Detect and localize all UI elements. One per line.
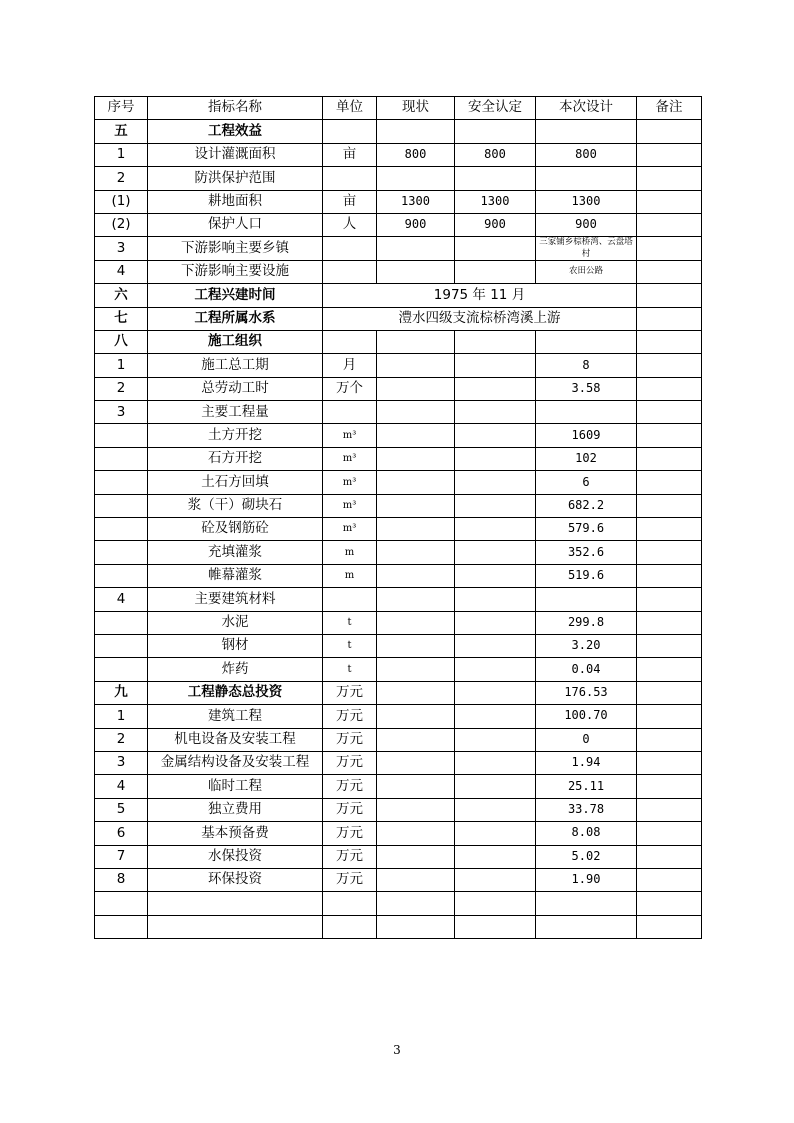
cell-current (377, 260, 455, 283)
cell-note (637, 143, 702, 166)
cell-safety (455, 798, 536, 821)
cell-design: 1.94 (536, 751, 637, 774)
cell-design: 8 (536, 354, 637, 377)
cell-unit: 万元 (323, 681, 377, 704)
cell-design: 1.90 (536, 868, 637, 891)
cell-safety (455, 868, 536, 891)
cell-span: 澧水四级支流棕桥湾溪上游 (323, 307, 637, 330)
cell-current: 1300 (377, 190, 455, 213)
cell-seq (95, 892, 148, 915)
cell-name: 石方开挖 (148, 447, 323, 470)
cell-design (536, 915, 637, 938)
cell-seq (95, 611, 148, 634)
cell-name: 工程所属水系 (148, 307, 323, 330)
cell-safety: 1300 (455, 190, 536, 213)
cell-note (637, 541, 702, 564)
cell-unit: t (323, 634, 377, 657)
cell-unit (323, 892, 377, 915)
cell-name: 临时工程 (148, 775, 323, 798)
cell-current (377, 120, 455, 143)
cell-name: 施工总工期 (148, 354, 323, 377)
cell-seq: 6 (95, 822, 148, 845)
cell-safety (455, 611, 536, 634)
cell-design: 519.6 (536, 564, 637, 587)
cell-unit: 万元 (323, 751, 377, 774)
cell-safety (455, 260, 536, 283)
cell-design: 352.6 (536, 541, 637, 564)
header-seq: 序号 (95, 97, 148, 120)
cell-note (637, 681, 702, 704)
cell-current (377, 588, 455, 611)
cell-seq (95, 541, 148, 564)
cell-unit (323, 401, 377, 424)
cell-design: 299.8 (536, 611, 637, 634)
cell-safety (455, 354, 536, 377)
cell-note (637, 822, 702, 845)
cell-note (637, 915, 702, 938)
cell-seq (95, 915, 148, 938)
cell-unit: 万元 (323, 728, 377, 751)
table-row (95, 143, 702, 166)
cell-note (637, 775, 702, 798)
cell-seq: 3 (95, 751, 148, 774)
cell-unit (323, 915, 377, 938)
cell-seq (95, 494, 148, 517)
cell-safety (455, 751, 536, 774)
header-name: 指标名称 (148, 97, 323, 120)
header-design: 本次设计 (536, 97, 637, 120)
cell-note (637, 564, 702, 587)
cell-current (377, 494, 455, 517)
cell-name: 土方开挖 (148, 424, 323, 447)
cell-seq: 2 (95, 377, 148, 400)
cell-seq: 六 (95, 284, 148, 307)
cell-unit: t (323, 658, 377, 681)
cell-design: 176.53 (536, 681, 637, 704)
cell-name: 水泥 (148, 611, 323, 634)
cell-seq: 7 (95, 845, 148, 868)
cell-current (377, 401, 455, 424)
cell-unit: 万元 (323, 822, 377, 845)
cell-seq: 8 (95, 868, 148, 891)
table-row (95, 237, 702, 260)
cell-design: 25.11 (536, 775, 637, 798)
table-row (95, 681, 702, 704)
cell-safety (455, 705, 536, 728)
cell-note (637, 588, 702, 611)
cell-current (377, 564, 455, 587)
cell-unit: 万元 (323, 775, 377, 798)
cell-note (637, 518, 702, 541)
cell-unit (323, 260, 377, 283)
cell-unit: m (323, 564, 377, 587)
cell-current (377, 424, 455, 447)
cell-unit: 万元 (323, 705, 377, 728)
cell-seq (95, 424, 148, 447)
cell-current: 900 (377, 213, 455, 236)
cell-design: 农田公路 (536, 260, 637, 283)
table-header-row (95, 97, 702, 120)
cell-current (377, 798, 455, 821)
cell-safety (455, 401, 536, 424)
cell-unit: 万元 (323, 868, 377, 891)
cell-design (536, 120, 637, 143)
table-row (95, 494, 702, 517)
index-table-container (94, 96, 701, 939)
cell-seq: 八 (95, 330, 148, 353)
cell-safety (455, 588, 536, 611)
cell-safety (455, 892, 536, 915)
cell-current (377, 915, 455, 938)
cell-safety (455, 915, 536, 938)
cell-name: 独立费用 (148, 798, 323, 821)
cell-name: 基本预备费 (148, 822, 323, 845)
cell-design: 900 (536, 213, 637, 236)
cell-unit (323, 120, 377, 143)
cell-current (377, 822, 455, 845)
cell-unit: 月 (323, 354, 377, 377)
cell-current (377, 330, 455, 353)
cell-seq: 1 (95, 354, 148, 377)
cell-name: 环保投资 (148, 868, 323, 891)
cell-current (377, 518, 455, 541)
cell-unit: m³ (323, 447, 377, 470)
cell-unit: 人 (323, 213, 377, 236)
cell-seq: (2) (95, 213, 148, 236)
cell-design: 3.20 (536, 634, 637, 657)
cell-name: 机电设备及安装工程 (148, 728, 323, 751)
cell-seq: 3 (95, 237, 148, 260)
cell-seq: (1) (95, 190, 148, 213)
cell-current (377, 681, 455, 704)
cell-note (637, 751, 702, 774)
cell-note (637, 471, 702, 494)
cell-design (536, 330, 637, 353)
cell-safety (455, 634, 536, 657)
table-row (95, 190, 702, 213)
table-row (95, 377, 702, 400)
cell-unit: 万元 (323, 798, 377, 821)
table-row (95, 845, 702, 868)
cell-note (637, 120, 702, 143)
table-row (95, 401, 702, 424)
cell-design: 8.08 (536, 822, 637, 845)
cell-seq: 5 (95, 798, 148, 821)
cell-unit: 万个 (323, 377, 377, 400)
cell-seq (95, 518, 148, 541)
cell-unit: m³ (323, 518, 377, 541)
cell-name: 保护人口 (148, 213, 323, 236)
cell-safety (455, 564, 536, 587)
cell-safety (455, 845, 536, 868)
cell-seq (95, 471, 148, 494)
cell-note (637, 634, 702, 657)
cell-note (637, 611, 702, 634)
cell-current (377, 658, 455, 681)
cell-name: 工程效益 (148, 120, 323, 143)
table-row (95, 541, 702, 564)
cell-design: 0 (536, 728, 637, 751)
header-current: 现状 (377, 97, 455, 120)
cell-current (377, 634, 455, 657)
header-note: 备注 (637, 97, 702, 120)
table-row (95, 868, 702, 891)
cell-name: 炸药 (148, 658, 323, 681)
cell-name: 施工组织 (148, 330, 323, 353)
cell-design: 三家铺乡棕桥湾、云盘塔村 (536, 237, 637, 260)
cell-design: 682.2 (536, 494, 637, 517)
cell-safety (455, 681, 536, 704)
cell-unit (323, 237, 377, 260)
cell-name: 帷幕灌浆 (148, 564, 323, 587)
cell-name: 主要建筑材料 (148, 588, 323, 611)
cell-note (637, 330, 702, 353)
cell-name: 水保投资 (148, 845, 323, 868)
cell-current (377, 775, 455, 798)
cell-design: 100.70 (536, 705, 637, 728)
cell-note (637, 284, 702, 307)
cell-current (377, 237, 455, 260)
cell-safety (455, 728, 536, 751)
cell-safety: 800 (455, 143, 536, 166)
cell-note (637, 868, 702, 891)
cell-name: 金属结构设备及安装工程 (148, 751, 323, 774)
cell-current (377, 611, 455, 634)
table-row (95, 213, 702, 236)
cell-unit: t (323, 611, 377, 634)
cell-note (637, 167, 702, 190)
cell-safety (455, 120, 536, 143)
cell-design: 1300 (536, 190, 637, 213)
table-row (95, 611, 702, 634)
table-row (95, 167, 702, 190)
cell-design: 33.78 (536, 798, 637, 821)
cell-unit (323, 167, 377, 190)
cell-unit: 亩 (323, 143, 377, 166)
cell-seq: 3 (95, 401, 148, 424)
cell-seq: 2 (95, 167, 148, 190)
cell-seq: 4 (95, 588, 148, 611)
cell-note (637, 307, 702, 330)
header-unit: 单位 (323, 97, 377, 120)
table-row (95, 518, 702, 541)
cell-note (637, 658, 702, 681)
cell-name: 耕地面积 (148, 190, 323, 213)
cell-safety (455, 775, 536, 798)
cell-current (377, 868, 455, 891)
cell-seq (95, 634, 148, 657)
cell-name: 工程兴建时间 (148, 284, 323, 307)
cell-current (377, 354, 455, 377)
cell-safety (455, 424, 536, 447)
cell-safety (455, 822, 536, 845)
cell-seq (95, 447, 148, 470)
cell-note (637, 798, 702, 821)
cell-unit (323, 330, 377, 353)
table-body (95, 120, 702, 939)
cell-design: 800 (536, 143, 637, 166)
cell-span: 1975 年 11 月 (323, 284, 637, 307)
table-row (95, 892, 702, 915)
cell-unit: m³ (323, 471, 377, 494)
cell-note (637, 190, 702, 213)
index-table (94, 96, 702, 939)
cell-seq (95, 658, 148, 681)
cell-current (377, 845, 455, 868)
table-row (95, 424, 702, 447)
cell-current (377, 167, 455, 190)
cell-note (637, 705, 702, 728)
table-row (95, 775, 702, 798)
table-row (95, 447, 702, 470)
cell-name: 设计灌溉面积 (148, 143, 323, 166)
cell-current (377, 705, 455, 728)
cell-name: 充填灌浆 (148, 541, 323, 564)
table-row (95, 564, 702, 587)
cell-safety (455, 447, 536, 470)
cell-name: 砼及钢筋砼 (148, 518, 323, 541)
cell-note (637, 260, 702, 283)
table-row (95, 798, 702, 821)
table-row (95, 354, 702, 377)
table-row (95, 634, 702, 657)
cell-current (377, 447, 455, 470)
cell-note (637, 494, 702, 517)
table-row (95, 284, 702, 307)
cell-name (148, 915, 323, 938)
cell-seq: 五 (95, 120, 148, 143)
cell-design: 1609 (536, 424, 637, 447)
cell-note (637, 845, 702, 868)
cell-current (377, 377, 455, 400)
cell-seq: 2 (95, 728, 148, 751)
cell-current (377, 471, 455, 494)
cell-design (536, 892, 637, 915)
cell-current (377, 541, 455, 564)
cell-note (637, 354, 702, 377)
cell-unit: m³ (323, 424, 377, 447)
cell-current (377, 751, 455, 774)
table-row (95, 705, 702, 728)
cell-name: 下游影响主要设施 (148, 260, 323, 283)
cell-design (536, 588, 637, 611)
cell-safety (455, 518, 536, 541)
cell-seq: 1 (95, 143, 148, 166)
cell-safety (455, 471, 536, 494)
table-row (95, 330, 702, 353)
cell-design: 3.58 (536, 377, 637, 400)
cell-design: 6 (536, 471, 637, 494)
cell-safety: 900 (455, 213, 536, 236)
cell-name: 主要工程量 (148, 401, 323, 424)
cell-safety (455, 377, 536, 400)
cell-safety (455, 494, 536, 517)
cell-name: 土石方回填 (148, 471, 323, 494)
cell-seq (95, 564, 148, 587)
cell-current: 800 (377, 143, 455, 166)
cell-design: 0.04 (536, 658, 637, 681)
cell-design: 102 (536, 447, 637, 470)
cell-unit: 万元 (323, 845, 377, 868)
cell-name (148, 892, 323, 915)
table-row (95, 588, 702, 611)
cell-current (377, 728, 455, 751)
cell-safety (455, 658, 536, 681)
cell-name: 建筑工程 (148, 705, 323, 728)
cell-note (637, 237, 702, 260)
cell-seq: 4 (95, 260, 148, 283)
cell-note (637, 892, 702, 915)
cell-safety (455, 330, 536, 353)
table-row (95, 915, 702, 938)
cell-note (637, 447, 702, 470)
cell-note (637, 401, 702, 424)
cell-name: 浆（干）砌块石 (148, 494, 323, 517)
cell-seq: 九 (95, 681, 148, 704)
table-row (95, 307, 702, 330)
cell-unit (323, 588, 377, 611)
cell-note (637, 424, 702, 447)
cell-name: 总劳动工时 (148, 377, 323, 400)
cell-safety (455, 167, 536, 190)
table-row (95, 658, 702, 681)
cell-design (536, 167, 637, 190)
cell-unit: m (323, 541, 377, 564)
cell-note (637, 213, 702, 236)
table-row (95, 728, 702, 751)
cell-unit: m³ (323, 494, 377, 517)
cell-seq: 1 (95, 705, 148, 728)
cell-safety (455, 237, 536, 260)
cell-seq: 4 (95, 775, 148, 798)
table-row (95, 471, 702, 494)
cell-design (536, 401, 637, 424)
table-row (95, 822, 702, 845)
cell-design: 5.02 (536, 845, 637, 868)
cell-note (637, 728, 702, 751)
table-row (95, 751, 702, 774)
table-row (95, 120, 702, 143)
cell-safety (455, 541, 536, 564)
cell-note (637, 377, 702, 400)
cell-unit: 亩 (323, 190, 377, 213)
cell-seq: 七 (95, 307, 148, 330)
cell-name: 钢材 (148, 634, 323, 657)
cell-name: 防洪保护范围 (148, 167, 323, 190)
header-safety: 安全认定 (455, 97, 536, 120)
page-number: 3 (393, 1043, 401, 1057)
cell-name: 下游影响主要乡镇 (148, 237, 323, 260)
table-row (95, 260, 702, 283)
cell-current (377, 892, 455, 915)
cell-design: 579.6 (536, 518, 637, 541)
cell-name: 工程静态总投资 (148, 681, 323, 704)
